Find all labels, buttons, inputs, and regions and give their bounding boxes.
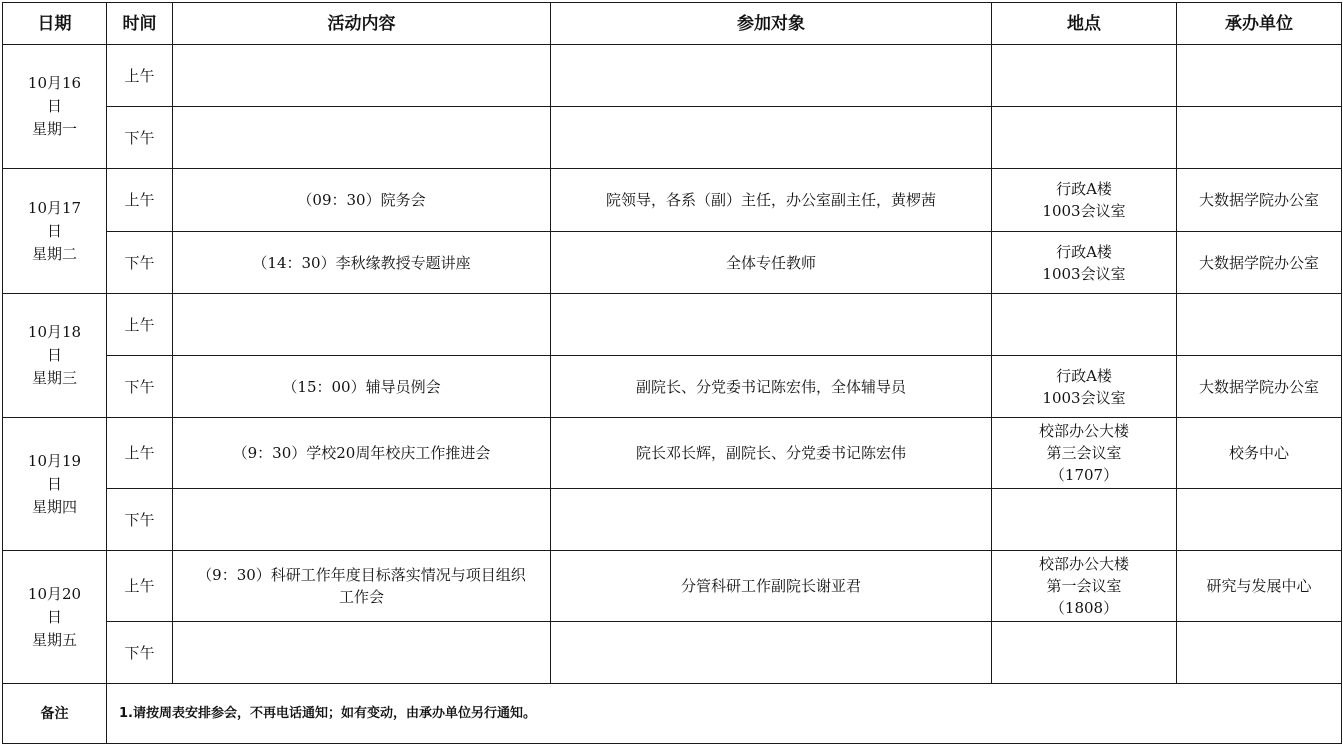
- location-line: （1707）: [1049, 466, 1119, 484]
- organizer-cell: 大数据学院办公室: [1177, 169, 1342, 232]
- participants-cell: [551, 45, 992, 107]
- location-line: 行政A楼: [1056, 366, 1112, 385]
- table-row: [3, 169, 1342, 232]
- participants-cell: [551, 489, 992, 551]
- weekday-line: 星期三: [31, 369, 77, 387]
- location-line: 行政A楼: [1056, 180, 1112, 198]
- weekday-line: 星期二: [31, 244, 77, 263]
- date-line: 10月18: [27, 323, 82, 341]
- participants-cell: [551, 294, 992, 356]
- table-row: [3, 622, 1342, 684]
- organizer-cell: 校务中心: [1177, 418, 1342, 489]
- weekly-schedule-table: [2, 2, 1342, 744]
- participants-cell: 院长邓长辉，副院长、分党委书记陈宏伟: [551, 418, 992, 489]
- date-line: 日: [46, 607, 62, 626]
- notes-label: 备注: [3, 684, 107, 744]
- time-cell: 上午: [107, 551, 173, 622]
- weekday-line: 星期一: [31, 120, 77, 138]
- date-line: 日: [46, 346, 62, 364]
- table-row: [3, 551, 1342, 622]
- time-cell: 上午: [107, 418, 173, 489]
- location-line: 1003会议室: [1042, 388, 1126, 407]
- table-row: [3, 107, 1342, 169]
- date-line: 10月19: [27, 451, 82, 470]
- header-organizer: 承办单位: [1177, 3, 1342, 45]
- location-line: 1003会议室: [1042, 202, 1126, 220]
- location-line: 1003会议室: [1042, 264, 1126, 283]
- location-cell: [992, 622, 1177, 684]
- date-line: 日: [46, 474, 62, 493]
- organizer-cell: 大数据学院办公室: [1177, 356, 1342, 418]
- organizer-cell: 研究与发展中心: [1177, 551, 1342, 622]
- time-cell: 上午: [107, 294, 173, 356]
- participants-cell: [551, 622, 992, 684]
- date-line: 日: [46, 97, 62, 115]
- organizer-cell: [1177, 622, 1342, 684]
- date-cell: [3, 45, 107, 169]
- table-row: [3, 232, 1342, 294]
- date-cell: [3, 418, 107, 551]
- date-cell: [3, 551, 107, 684]
- time-cell: 上午: [107, 45, 173, 107]
- activity-cell: （09：30）院务会: [173, 169, 551, 232]
- activity-cell: [173, 107, 551, 169]
- activity-cell: [173, 622, 551, 684]
- activity-cell: [173, 489, 551, 551]
- table-row: [3, 489, 1342, 551]
- participants-cell: 分管科研工作副院长谢亚君: [551, 551, 992, 622]
- location-line: 行政A楼: [1056, 242, 1112, 261]
- location-cell: [992, 232, 1177, 294]
- organizer-cell: [1177, 45, 1342, 107]
- date-line: 10月17: [27, 198, 82, 217]
- date-line: 日: [46, 221, 62, 240]
- location-cell: [992, 489, 1177, 551]
- table-row: [3, 294, 1342, 356]
- activity-cell: （9：30）学校20周年校庆工作推进会: [173, 418, 551, 489]
- location-cell: [992, 551, 1177, 622]
- notes-text: 1.请按周表安排参会，不再电话通知；如有变动，由承办单位另行通知。: [107, 684, 1342, 744]
- notes-row: [3, 684, 1342, 744]
- location-cell: [992, 294, 1177, 356]
- participants-cell: 副院长、分党委书记陈宏伟，全体辅导员: [551, 356, 992, 418]
- activity-cell: （15：00）辅导员例会: [173, 356, 551, 418]
- location-line: （1808）: [1049, 599, 1119, 617]
- table-row: [3, 356, 1342, 418]
- activity-cell: [173, 45, 551, 107]
- time-cell: 下午: [107, 356, 173, 418]
- location-cell: [992, 107, 1177, 169]
- organizer-cell: [1177, 489, 1342, 551]
- weekday-line: 星期四: [31, 497, 77, 516]
- participants-cell: [551, 107, 992, 169]
- organizer-cell: 大数据学院办公室: [1177, 232, 1342, 294]
- header-activity: 活动内容: [173, 3, 551, 45]
- time-cell: 下午: [107, 622, 173, 684]
- table-row: [3, 45, 1342, 107]
- location-line: 校部办公大楼: [1038, 422, 1129, 440]
- activity-cell: （14：30）李秋缘教授专题讲座: [173, 232, 551, 294]
- weekday-line: 星期五: [31, 630, 77, 649]
- date-cell: [3, 294, 107, 418]
- location-cell: [992, 356, 1177, 418]
- header-participants: 参加对象: [551, 3, 992, 45]
- location-line: 第三会议室: [1046, 444, 1122, 462]
- location-cell: [992, 45, 1177, 107]
- header-time: 时间: [107, 3, 173, 45]
- activity-cell: （9：30）科研工作年度目标落实情况与项目组织工作会: [173, 551, 551, 622]
- date-line: 10月16: [27, 74, 82, 92]
- participants-cell: 全体专任教师: [551, 232, 992, 294]
- header-date: 日期: [3, 3, 107, 45]
- location-line: 校部办公大楼: [1038, 555, 1129, 573]
- time-cell: 下午: [107, 232, 173, 294]
- table-row: [3, 418, 1342, 489]
- time-cell: 上午: [107, 169, 173, 232]
- location-cell: [992, 418, 1177, 489]
- schedule-body: [3, 45, 1342, 744]
- organizer-cell: [1177, 107, 1342, 169]
- time-cell: 下午: [107, 489, 173, 551]
- location-line: 第一会议室: [1046, 577, 1122, 595]
- header-row: [3, 3, 1342, 45]
- location-cell: [992, 169, 1177, 232]
- activity-cell: [173, 294, 551, 356]
- time-cell: 下午: [107, 107, 173, 169]
- date-cell: [3, 169, 107, 294]
- date-line: 10月20: [27, 584, 82, 603]
- header-location: 地点: [992, 3, 1177, 45]
- participants-cell: 院领导，各系（副）主任，办公室副主任，黄椤茜: [551, 169, 992, 232]
- organizer-cell: [1177, 294, 1342, 356]
